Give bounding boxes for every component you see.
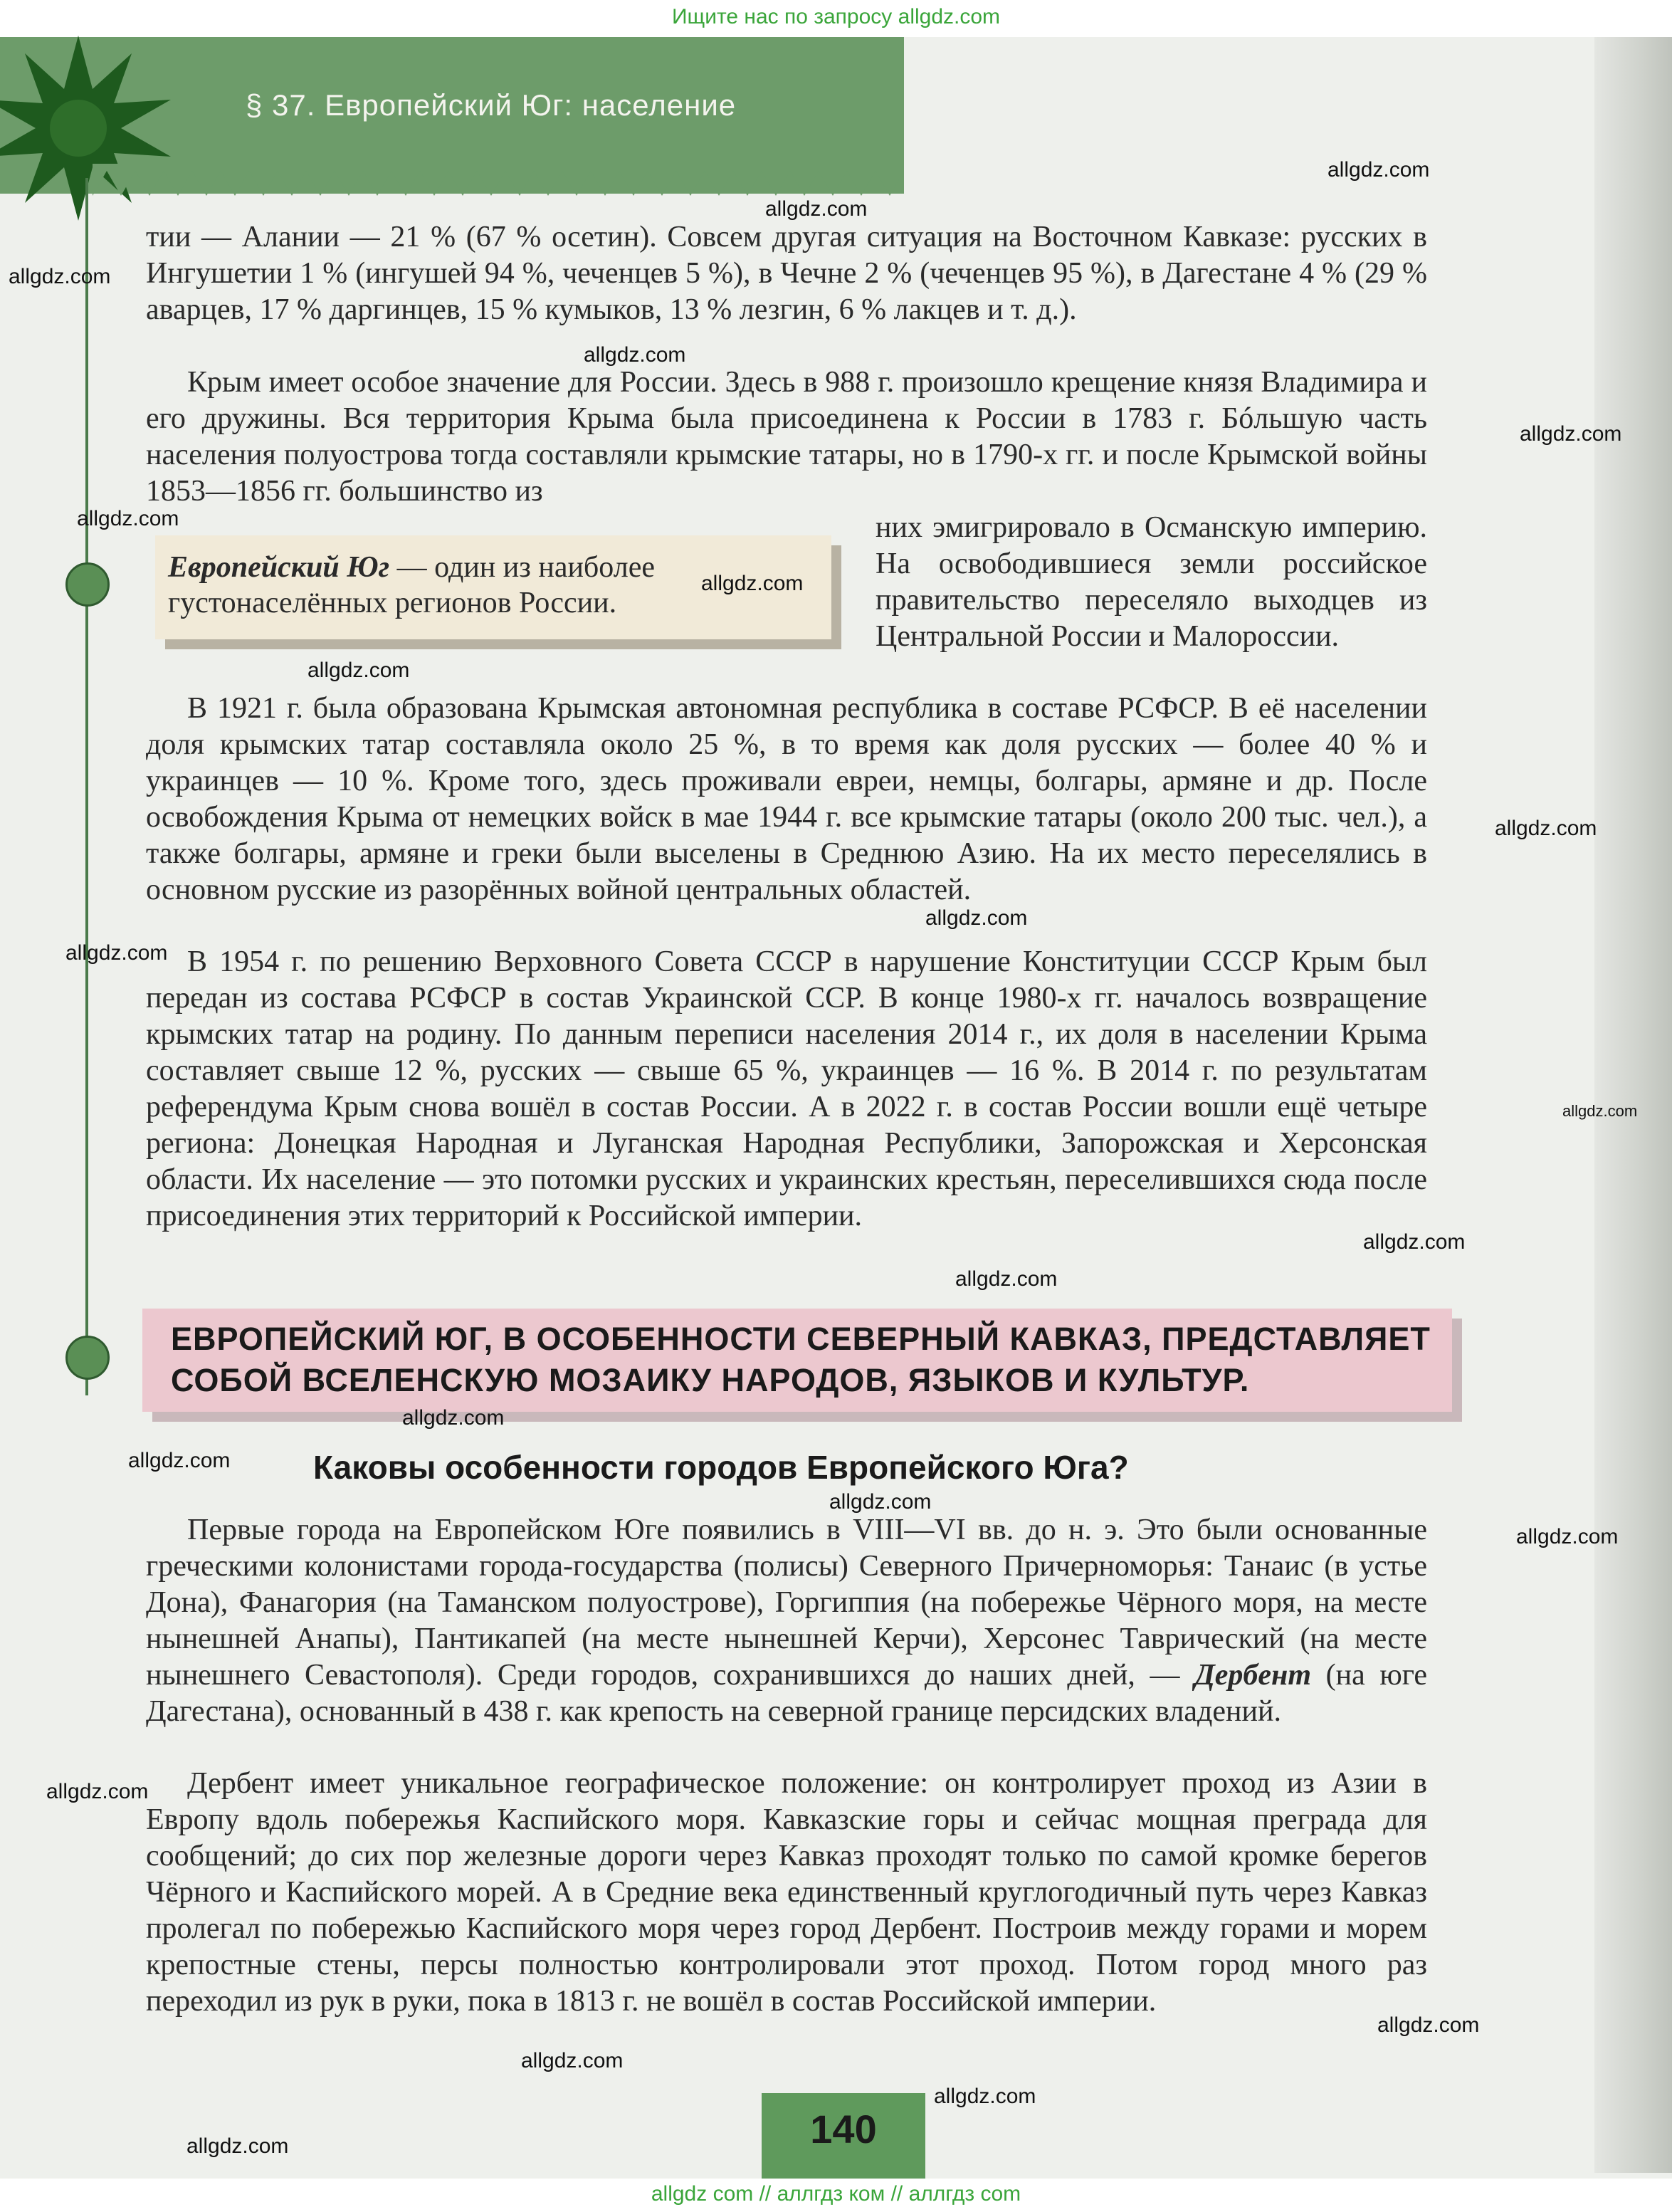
watermark: allgdz.com [307, 659, 410, 682]
chapter-title: § 37. Европейский Юг: население [246, 88, 737, 122]
paragraph-crimea-1954: В 1954 г. по решению Верховного Совета СССР в нарушение Конституции СССР Крым был передан из состава РСФСР в состав Украинской ССР. В конце 1980-х гг. началось возвращение крымских татар на родину. По данным переписи населения 2014 г., их доля в населении Крыма составляет свыше 12 %, русских — свыше 65 %, украинцев — 16 %. В 2014 г. по результатам референдума Крым снова вошёл в состав России. А в 2022 г. в состав России вошли ещё четыре региона: Донецкая Народная и Луганская Народная Республики, Запорожская и Херсонская области. Их население — это потомки русских и украинских крестьян, переселившихся сюда после присоединения этих территорий к Российской империи. [146, 945, 1427, 1232]
watermark: allgdz.com [77, 507, 179, 530]
watermark: allgdz.com [765, 197, 868, 221]
star-emblem-icon [0, 21, 185, 235]
first-cities-text-end: (на юге Дагестана), основанный в 438 г. как крепость на северной границе персидских владений. [146, 1659, 1428, 1728]
timeline-dot-highlight [65, 1336, 110, 1380]
watermark: allgdz.com [402, 1406, 505, 1430]
watermark: allgdz.com [584, 343, 686, 367]
first-cities-text: Первые города на Европейском Юге появились в VIII—VI вв. до н. э. Это были основанные греческими колонистами города-государства (полисы) Северного Причерноморья: Танаис (в устье Дона), Фанагория (на Таманском полуострове), Горгиппия (на побережье Чёрного моря, на месте нынешней Анапы), Пантикапей (на месте нынешней Керчи), Херсонес Таврический (на месте нынешнего Севастополя). Среди городов, сохранившихся до наших дней, — [146, 1514, 1427, 1692]
margin-timeline-line [85, 178, 88, 1395]
term-derbent: Дербент [1194, 1659, 1311, 1692]
timeline-dot-sidebox [65, 562, 110, 607]
watermark: allgdz.com [955, 1267, 1058, 1291]
paragraph-first-cities [146, 1512, 1427, 1730]
watermark: allgdz.com [9, 265, 111, 288]
watermark: allgdz.com [128, 1449, 231, 1472]
key-idea-box [142, 1309, 1452, 1412]
sidebox-definition: — один из наиболее густонаселённых регионов России. [168, 551, 655, 619]
watermark: allgdz.com [1327, 158, 1430, 182]
paragraph-crimea-1921: В 1921 г. была образована Крымская автономная республика в составе РСФСР. В её населении доля крымских татар составляла около 25 %, в то время как доля русских — более 40 % и украинцев — 10 %. Кроме того, здесь проживали евреи, немцы, болгары, армяне и др. После освобождения Крыма от немецких войск в мае 1944 г. все крымские татары (около 200 тыс. чел.), а также болгары, армяне и греки были выселены в Среднюю Азию. На их место переселялись в основном русские из разорённых войной центральных областей. [146, 692, 1427, 906]
watermark: allgdz.com [829, 1490, 932, 1514]
key-idea-text: ЕВРОПЕЙСКИЙ ЮГ, В ОСОБЕННОСТИ СЕВЕРНЫЙ КАВКАЗ, ПРЕДСТАВЛЯЕТ СОБОЙ ВСЕЛЕНСКУЮ МОЗАИКУ НАРОДОВ, ЯЗЫКОВ И КУЛЬТУР. [171, 1321, 1431, 1398]
watermark: allgdz.com [1516, 1525, 1619, 1548]
watermark: allgdz.com [1520, 422, 1622, 446]
watermark: allgdz.com [701, 572, 804, 595]
watermark: allgdz.com [1495, 817, 1597, 840]
paragraph-derbent-geography: Дербент имеет уникальное географическое положение: он контролирует проход из Азии в Европу вдоль побережья Каспийского моря. Кавказские горы и сейчас мощная преграда для сообщений; до сих пор железные дороги через Кавказ проходят только по самой кромке берегов Чёрного и Каспийского морей. А в Средние века единственный круглогодичный путь через Кавказ пролегал по побережью Каспийского моря через город Дербент. Построив между горами и морем крепостные стены, персы полностью контролировали этот проход. Потом город много раз переходил из рук в руки, пока в 1813 г. не вошёл в состав Российской империи. [146, 1767, 1427, 2018]
watermark: allgdz.com [1363, 1230, 1466, 1254]
watermark: allgdz.com [925, 906, 1028, 930]
bottom-watermark-banner[interactable]: allgdz com // аллгдз ком // аллгдз com [0, 2179, 1672, 2212]
watermark: allgdz.com [65, 941, 168, 965]
header-zigzag-border [93, 164, 904, 199]
watermark: allgdz.com [46, 1780, 149, 1803]
paragraph-crimea-history: Крым имеет особое значение для России. Здесь в 988 г. произошло крещение князя Владимира и его дружины. Вся территория Крыма была присоединена к России в 1783 г. Бóльшую часть населения полуострова тогда составляли крымские татары, но в 1790-х гг. и после Крымской войны 1853—1856 гг. большинство из [146, 366, 1427, 508]
watermark: allgdz.com [1562, 1102, 1638, 1120]
top-watermark-banner[interactable]: Ищите нас по запросу allgdz.com [0, 0, 1672, 37]
watermark: allgdz.com [934, 2085, 1036, 2108]
page-number: 140 [810, 2107, 877, 2151]
watermark: allgdz.com [521, 2049, 624, 2072]
sidebox-term: Европейский Юг [168, 551, 390, 584]
watermark: allgdz.com [1377, 2013, 1480, 2037]
watermark: allgdz.com [186, 2134, 289, 2158]
paragraph-caucasus-stats: тии — Алании — 21 % (67 % осетин). Совсем другая ситуация на Восточном Кавказе: русских в Ингушетии 1 % (ингушей 94 %, чеченцев 5 %), в Чечне 2 % (чеченцев 95 %), в Дагестане 4 % (29 % аварцев, 17 % даргинцев, 15 % кумыков, 13 % лезгин, 6 % лакцев и т. д.). [146, 221, 1427, 326]
page-number-box [762, 2093, 925, 2179]
section-heading: Каковы особенности городов Европейского Юга? [313, 1449, 1129, 1486]
paragraph-crimea-emigration: них эмигрировало в Османскую империю. На освободившиеся земли российское правительство переселяло выходцев из Центральной России и Малороссии. [876, 511, 1427, 653]
